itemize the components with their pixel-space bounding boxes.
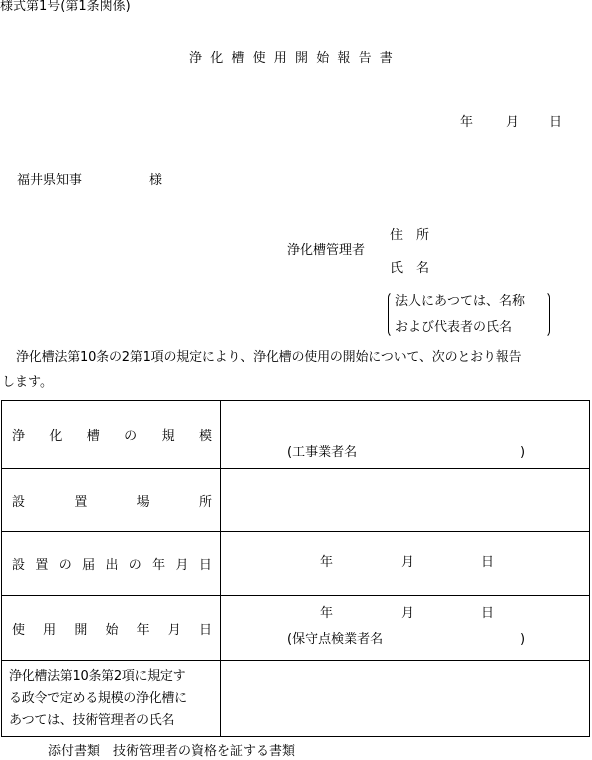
addressee-name: 福井県知事: [17, 173, 83, 188]
intro-line-1: 浄化槽法第10条の2第1項の規定により、浄化槽の使用の開始について、次のとおり報告: [16, 350, 522, 365]
table-row-start-date: [2, 596, 590, 661]
table-row-notify-date: [2, 532, 590, 596]
inspector-open: (保守点検業者名: [287, 632, 384, 647]
form-label: 様式第1号(第1条関係): [0, 0, 131, 14]
date-month: 月: [506, 115, 520, 130]
label-char: 所: [198, 494, 212, 510]
reporter-address-label: 住 所: [390, 228, 430, 243]
label-char: 月: [175, 558, 189, 573]
reporter-name-label: 氏 名: [390, 261, 430, 276]
reporter-role: 浄化槽管理者: [287, 243, 366, 258]
manager-label-line-2: る政令で定める規模の浄化槽に: [9, 690, 187, 706]
notify-year: 年: [320, 555, 334, 570]
label-char: 模: [198, 429, 212, 444]
label-char: 開: [74, 622, 88, 638]
label-char: 使: [12, 622, 26, 638]
label-char: 届: [82, 558, 96, 573]
start-day: 日: [481, 606, 495, 621]
label-char: 化: [49, 429, 63, 444]
corp-note-line-2: および代表者の氏名: [395, 320, 513, 335]
label-char: 出: [105, 558, 119, 573]
start-month: 月: [401, 606, 415, 621]
addressee-honorific: 様: [149, 173, 163, 188]
intro-line-2: します。: [2, 375, 53, 390]
label-char: 設: [12, 494, 26, 510]
label-char: 置: [74, 494, 88, 510]
table-row-scale: [2, 401, 590, 469]
label-char: 月: [167, 622, 181, 638]
label-char: 日: [198, 622, 212, 638]
manager-value: [221, 661, 590, 737]
table-row-location: [2, 469, 590, 532]
corp-note-line-1: 法人にあつては、名称: [395, 294, 526, 309]
notify-day: 日: [481, 555, 495, 570]
label-char: 日: [198, 558, 212, 573]
label-char: 設: [12, 558, 26, 573]
notify-month: 月: [401, 555, 415, 570]
label-char: 槽: [86, 429, 100, 444]
label-char: 年: [136, 622, 150, 638]
label-char: の: [128, 558, 142, 573]
label-char: 始: [105, 622, 119, 638]
label-char: 置: [35, 558, 49, 573]
manager-label-line-1: 浄化槽法第10条第2項に規定す: [9, 668, 186, 684]
label-char: 用: [43, 622, 57, 638]
label-char: 浄: [12, 429, 26, 444]
row-label-start-date: [2, 619, 220, 638]
date-day: 日: [549, 115, 563, 130]
location-value: [221, 469, 590, 532]
contractor-open: (工事業者名: [287, 445, 358, 460]
report-table: [1, 400, 590, 737]
label-char: の: [124, 429, 138, 444]
label-char: 年: [152, 558, 166, 573]
date-year: 年: [460, 115, 474, 130]
contractor-close: ): [520, 445, 526, 460]
label-char: 規: [161, 429, 175, 444]
inspector-close: ): [520, 632, 526, 647]
row-label-notify-date: [2, 554, 220, 573]
start-year: 年: [320, 606, 334, 621]
table-row-manager: [2, 661, 590, 737]
label-char: 場: [136, 494, 150, 510]
row-label-scale: [2, 425, 220, 444]
manager-label-line-3: あつては、技術管理者の氏名: [9, 712, 175, 728]
row-label-location: [2, 491, 220, 510]
page-title: 浄化槽使用開始報告書: [189, 51, 402, 66]
label-char: の: [58, 558, 72, 573]
attachment-note: 添付書類 技術管理者の資格を証する書類: [48, 744, 296, 759]
